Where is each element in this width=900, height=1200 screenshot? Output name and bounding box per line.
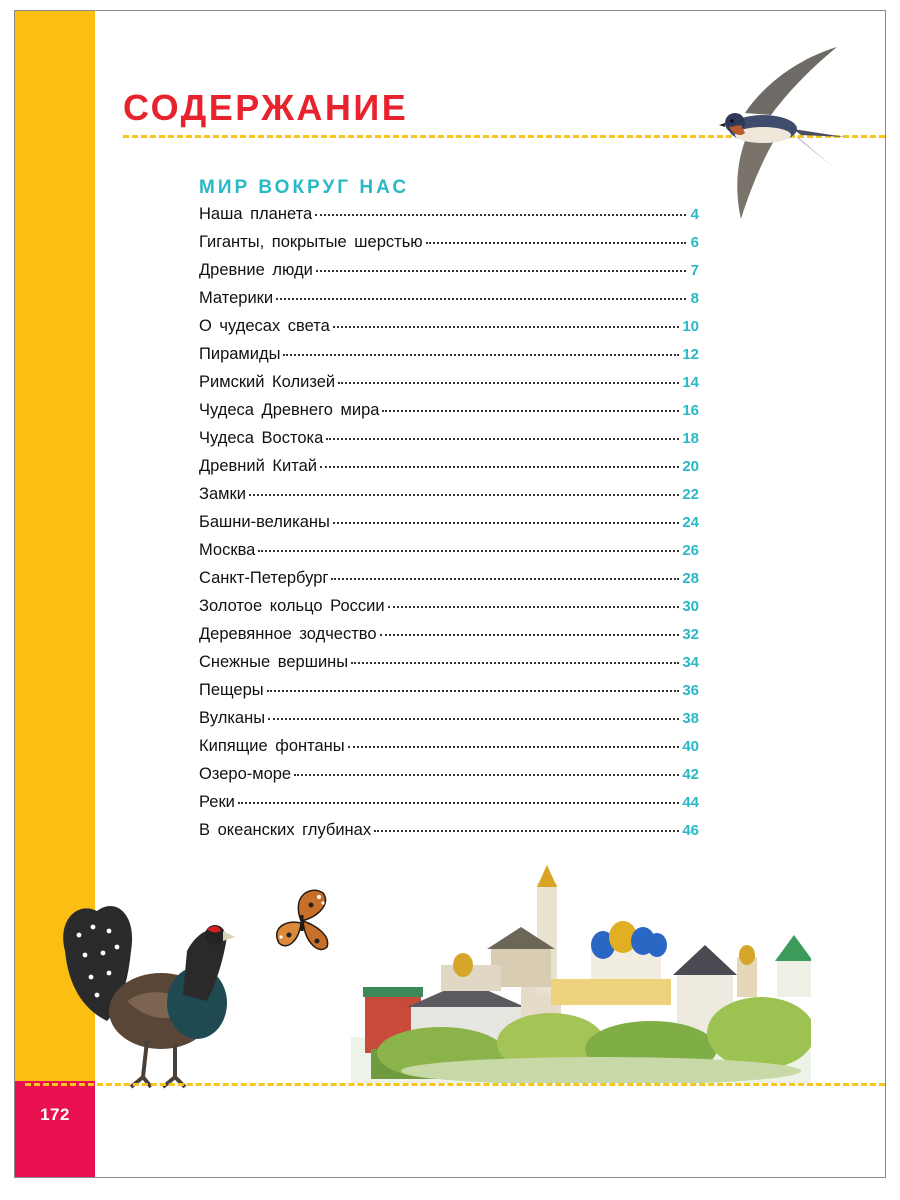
toc-entry-page: 26 — [682, 542, 699, 559]
toc-dot-leader — [258, 550, 679, 552]
toc-entry-page: 44 — [682, 794, 699, 811]
toc-entry-page: 18 — [682, 430, 699, 447]
toc-dot-leader — [338, 382, 679, 384]
toc-entry-title: Материки — [199, 289, 274, 307]
page-title: СОДЕРЖАНИЕ — [123, 87, 409, 128]
toc-dot-leader — [382, 410, 679, 412]
toc-entry — [199, 541, 699, 569]
toc-entry-page: 40 — [682, 738, 699, 755]
red-corner-strip — [15, 1081, 95, 1177]
toc-entry-page: 32 — [682, 626, 699, 643]
swallow-illustration — [705, 43, 855, 223]
capercaillie-illustration — [57, 891, 237, 1091]
page-number: 172 — [40, 1105, 70, 1124]
toc-entry-page: 36 — [682, 682, 699, 699]
toc-dot-leader — [426, 242, 686, 244]
toc-entry — [199, 261, 699, 289]
toc-dot-leader — [267, 690, 680, 692]
toc-entry — [199, 401, 699, 429]
toc-entry — [199, 205, 699, 233]
toc-dot-leader — [333, 522, 679, 524]
toc-entry — [199, 317, 699, 345]
toc-entry-title: Пещеры — [199, 681, 264, 699]
toc-dot-leader — [333, 326, 680, 328]
toc-entry — [199, 737, 699, 765]
toc-dot-leader — [320, 466, 679, 468]
toc-dot-leader — [351, 662, 679, 664]
toc-entry — [199, 345, 699, 373]
toc-entry-page: 24 — [682, 514, 699, 531]
toc-entry-title: Пирамиды — [199, 345, 281, 363]
toc-entry-title: Римский Колизей — [199, 373, 336, 391]
toc-entry-page: 46 — [682, 822, 699, 839]
toc-entry — [199, 681, 699, 709]
toc-entry-title: Башни-великаны — [199, 513, 330, 531]
toc-dot-leader — [380, 634, 680, 636]
toc-dot-leader — [283, 354, 679, 356]
section-heading: МИР ВОКРУГ НАС — [199, 177, 410, 198]
toc-entry-page: 4 — [690, 206, 699, 223]
bottom-dashed-divider — [25, 1083, 885, 1086]
toc-dot-leader — [326, 438, 679, 440]
toc-entry-page: 6 — [690, 234, 699, 251]
toc-entry-title: Гиганты, покрытые шерстью — [199, 233, 423, 251]
toc-entry-title: Кипящие фонтаны — [199, 737, 345, 755]
toc-dot-leader — [315, 214, 686, 216]
toc-entry-title: О чудесах света — [199, 317, 330, 335]
toc-entry — [199, 709, 699, 737]
toc-entry — [199, 597, 699, 625]
toc-entry-page: 38 — [682, 710, 699, 727]
toc-entry — [199, 765, 699, 793]
toc-entry-title: Чудеса Востока — [199, 429, 324, 447]
toc-entry-title: Реки — [199, 793, 235, 811]
toc-dot-leader — [316, 270, 686, 272]
toc-entry — [199, 289, 699, 317]
toc-dot-leader — [331, 578, 679, 580]
toc-entry — [199, 569, 699, 597]
toc-entry-page: 16 — [682, 402, 699, 419]
toc-entry-title: Деревянное зодчество — [199, 625, 377, 643]
toc-entry — [199, 485, 699, 513]
toc-entry-title: Древний Китай — [199, 457, 318, 475]
toc-entry-title: Санкт-Петербург — [199, 569, 329, 587]
toc-entry — [199, 233, 699, 261]
table-of-contents — [199, 205, 699, 849]
toc-entry-title: Наша планета — [199, 205, 313, 223]
toc-entry — [199, 429, 699, 457]
toc-dot-leader — [348, 746, 680, 748]
toc-entry — [199, 653, 699, 681]
toc-entry-page: 28 — [682, 570, 699, 587]
book-page — [14, 10, 886, 1178]
toc-dot-leader — [294, 774, 679, 776]
toc-entry-page: 7 — [690, 262, 699, 279]
toc-entry — [199, 373, 699, 401]
toc-entry-title: Москва — [199, 541, 256, 559]
toc-entry-title: Снежные вершины — [199, 653, 349, 671]
monastery-illustration — [351, 857, 811, 1083]
toc-dot-leader — [276, 298, 686, 300]
toc-dot-leader — [388, 606, 680, 608]
toc-entry-page: 8 — [690, 290, 699, 307]
toc-dot-leader — [268, 718, 679, 720]
toc-entry-title: Золотое кольцо России — [199, 597, 385, 615]
toc-entry-page: 42 — [682, 766, 699, 783]
toc-entry-page: 22 — [682, 486, 699, 503]
toc-entry-title: В океанских глубинах — [199, 821, 372, 839]
toc-entry-page: 20 — [682, 458, 699, 475]
toc-entry-title: Чудеса Древнего мира — [199, 401, 380, 419]
toc-entry — [199, 625, 699, 653]
toc-entry-title: Озеро-море — [199, 765, 292, 783]
toc-entry — [199, 793, 699, 821]
toc-dot-leader — [238, 802, 679, 804]
butterfly-illustration — [271, 885, 335, 961]
toc-entry-page: 30 — [682, 598, 699, 615]
toc-entry — [199, 457, 699, 485]
toc-entry-title: Вулканы — [199, 709, 266, 727]
toc-dot-leader — [374, 830, 679, 832]
toc-entry — [199, 821, 699, 849]
toc-dot-leader — [249, 494, 679, 496]
toc-entry-page: 10 — [682, 318, 699, 335]
toc-entry — [199, 513, 699, 541]
toc-entry-title: Древние люди — [199, 261, 313, 279]
toc-entry-page: 34 — [682, 654, 699, 671]
toc-entry-page: 14 — [682, 374, 699, 391]
toc-entry-page: 12 — [682, 346, 699, 363]
toc-entry-title: Замки — [199, 485, 246, 503]
